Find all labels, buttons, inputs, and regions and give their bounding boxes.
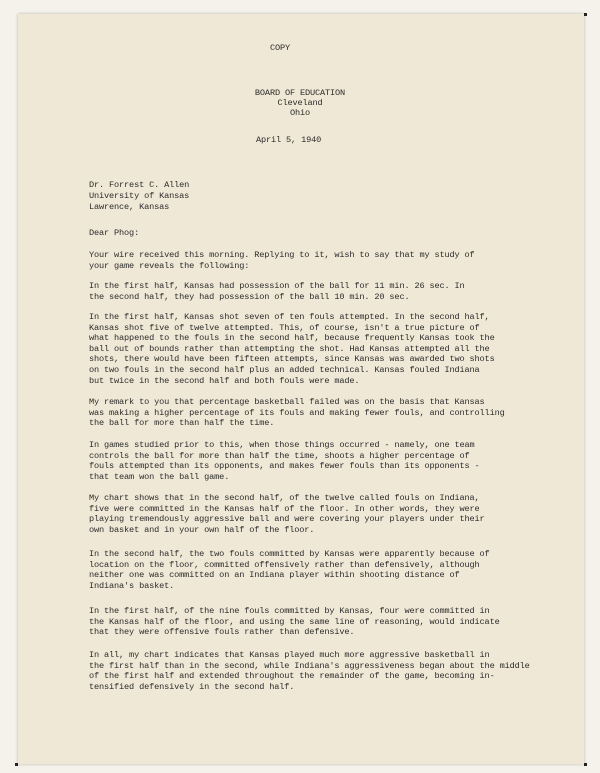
paragraph-line: In all, my chart indicates that Kansas played much more aggressive basketball in: [89, 650, 490, 660]
corner-mark-bottom-left: [15, 763, 18, 766]
paragraph-line: of the first half and extended throughout the remainder of the game, becoming in-: [89, 671, 495, 682]
paragraph-line: what happened to the fouls in the second half, because frequently Kansas took the: [89, 333, 495, 344]
paragraph-line: that team won the ball game.: [89, 471, 230, 482]
paragraph-line: ball out of bounds rather than attempting the shot. Had Kansas attempted all the: [89, 343, 490, 354]
paragraph-line: own basket and in your own half of the floor.: [89, 524, 315, 535]
paragraph-8: [89, 606, 500, 638]
recipient-name: Dr. Forrest C. Allen: [89, 180, 190, 190]
paragraph-line: Your wire received this morning. Replying to it, wish to say that my study of: [89, 250, 475, 260]
paragraph-2: [89, 281, 465, 302]
paragraph-line: In the first half, of the nine fouls committed by Kansas, four were committed in: [89, 606, 490, 616]
corner-mark-bottom-right: [584, 763, 587, 766]
paragraph-7: [89, 549, 490, 591]
paragraph-line: but twice in the second half and both fouls were made.: [89, 375, 360, 386]
paragraph-line: the ball for more than half the time.: [89, 418, 275, 429]
paragraph-line: My remark to you that percentage basketball failed was on the basis that Kansas: [89, 397, 485, 407]
paragraph-line: fouls attempted than its opponents, and makes fewer fouls than its opponents -: [89, 461, 480, 472]
salutation: Dear Phog:: [89, 228, 140, 238]
paragraph-1: [89, 250, 475, 271]
paragraph-6: [89, 493, 485, 535]
paragraph-4: [89, 397, 505, 429]
paragraph-line: that they were offensive fouls rather than defensive.: [89, 627, 355, 638]
recipient-institution: University of Kansas: [89, 191, 190, 201]
paragraph-line: In games studied prior to this, when those things occurred - namely, one team: [89, 440, 475, 450]
paragraph-line: the first half than in the second, while Indiana's aggressiveness began about the middle: [89, 660, 530, 671]
paragraph-line: the Kansas half of the floor, and using the same line of reasoning, would indicate: [89, 616, 500, 627]
paragraph-3: [89, 312, 495, 386]
recipient-location: Lawrence, Kansas: [89, 202, 170, 212]
paragraph-5: [89, 440, 480, 482]
org-name: BOARD OF EDUCATION: [254, 88, 346, 98]
paragraph-line: location on the floor, committed offensively rather than defensively, although: [89, 559, 480, 570]
paragraph-line: five were committed in the Kansas half of the floor. In other words, they were: [89, 503, 480, 514]
paragraph-line: neither one was committed on an Indiana player within shooting distance of: [89, 570, 460, 581]
paragraph-line: playing tremendously aggressive ball and were covering your players under their: [89, 514, 485, 525]
copy-label: COPY: [270, 43, 291, 53]
org-state: Ohio: [289, 108, 311, 118]
paragraph-line: tensified defensively in the second half.: [89, 681, 295, 692]
paragraph-line: shots, there would have been fifteen attempts, since Kansas was awarded two shots: [89, 354, 495, 365]
paragraph-line: Indiana's basket.: [89, 580, 175, 591]
paragraph-line: In the second half, the two fouls committed by Kansas were apparently because of: [89, 549, 490, 559]
paragraph-line: the second half, they had possession of the ball 10 min. 20 sec.: [89, 291, 410, 302]
paragraph-line: on two fouls in the second half plus an added technical. Kansas fouled Indiana: [89, 364, 480, 375]
org-city: Cleveland: [277, 98, 323, 108]
paragraph-line: My chart shows that in the second half, of the twelve called fouls on Indiana,: [89, 493, 480, 503]
letter-date: April 5, 1940: [256, 135, 322, 145]
paragraph-line: Kansas shot five of twelve attempted. This, of course, isn't a true picture of: [89, 322, 480, 333]
paragraph-line: In the first half, Kansas shot seven of ten fouls attempted. In the second half,: [89, 312, 490, 322]
corner-mark-top-right: [584, 13, 587, 16]
paragraph-line: was making a higher percentage of its fouls and making fewer fouls, and controlling: [89, 407, 505, 418]
paragraph-9: [89, 650, 530, 692]
paragraph-line: controls the ball for more than half the time, shoots a higher percentage of: [89, 450, 470, 461]
paragraph-line: your game reveals the following:: [89, 260, 250, 271]
paragraph-line: In the first half, Kansas had possession of the ball for 11 min. 26 sec. In: [89, 281, 465, 291]
